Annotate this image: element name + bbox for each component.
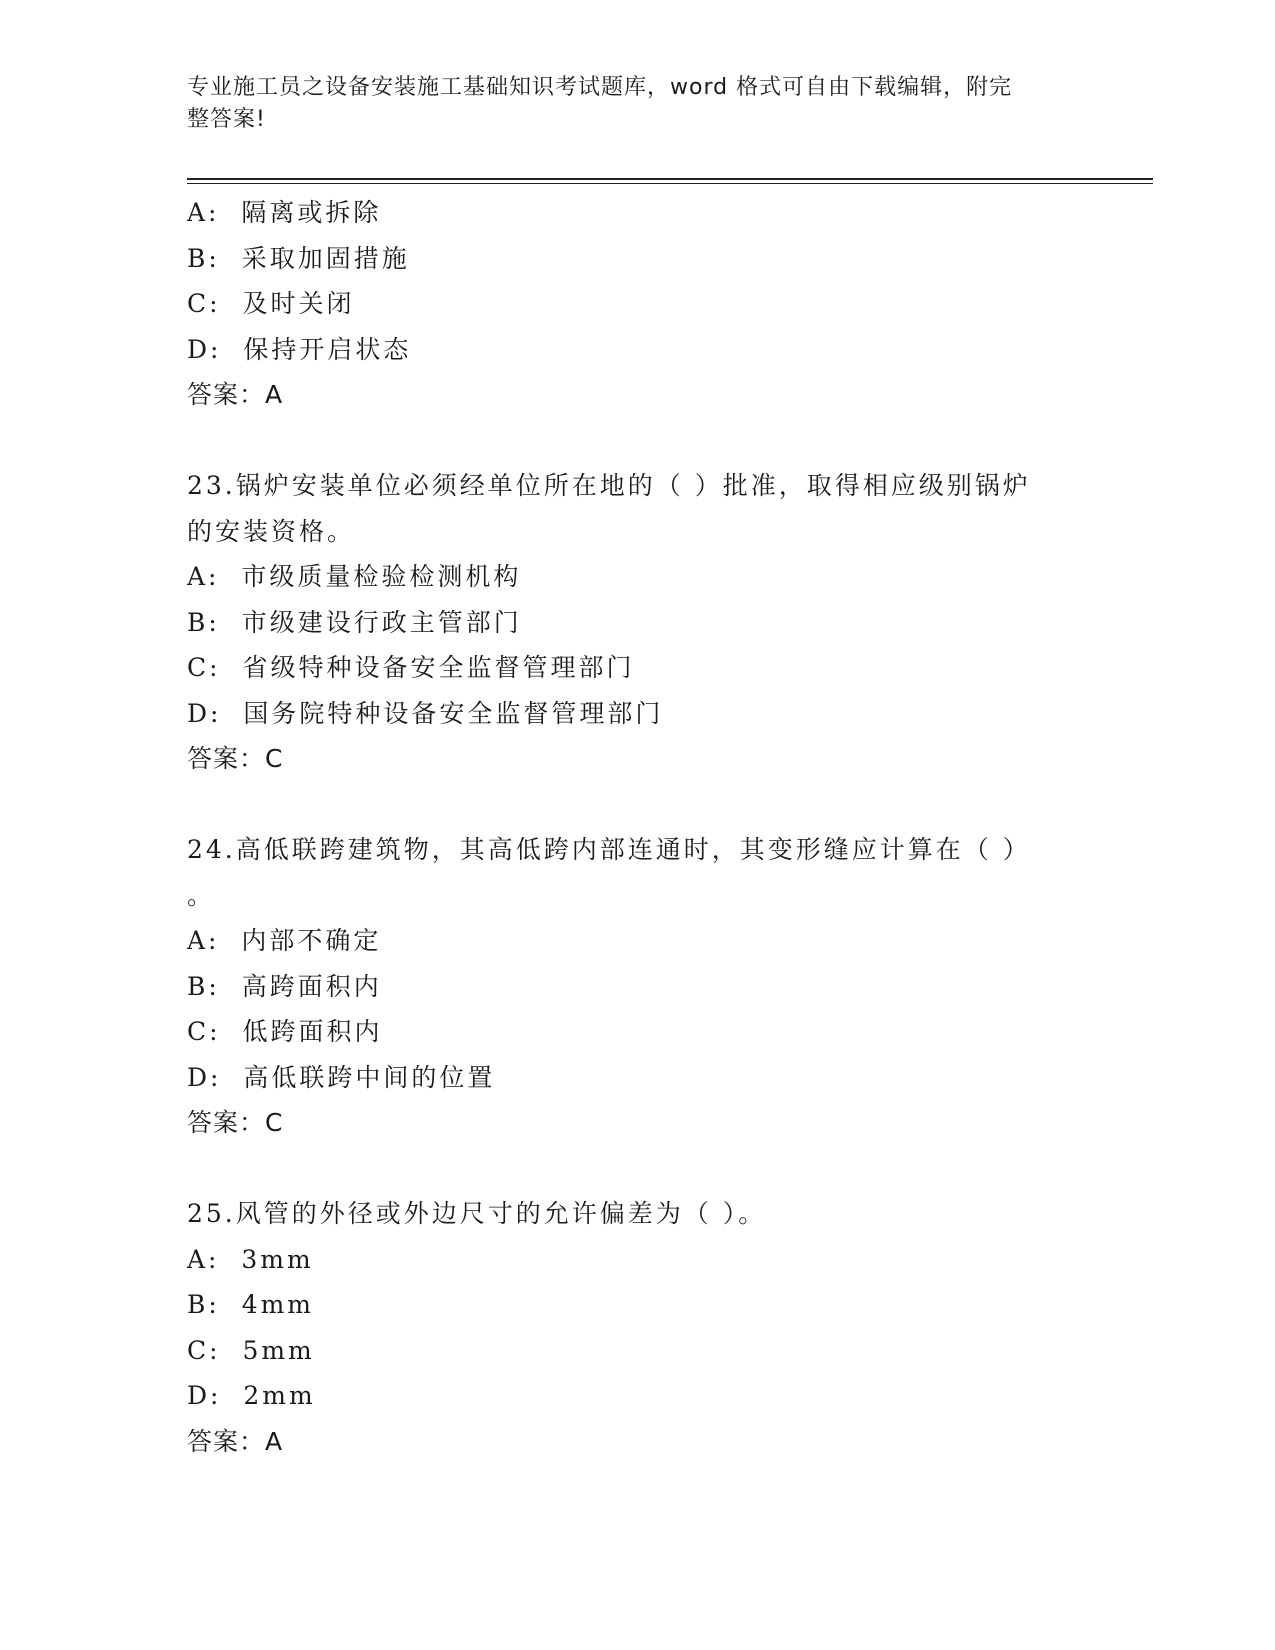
option-a: A: 隔离或拆除 bbox=[187, 198, 382, 227]
option-b: B: 市级建设行政主管部门 bbox=[187, 607, 522, 637]
answer: 答案：A bbox=[187, 1426, 284, 1456]
answer: 答案：C bbox=[187, 1108, 284, 1137]
option-a: A: 3mm bbox=[187, 1244, 314, 1274]
option-a: A: 内部不确定 bbox=[187, 926, 382, 955]
question-stem-line-1: 23.锅炉安装单位必须经单位所在地的（ ）批准，取得相应级别锅炉 bbox=[187, 471, 1031, 500]
option-c: C: 省级特种设备安全监督管理部门 bbox=[187, 653, 635, 682]
question-25 bbox=[187, 1191, 1087, 1464]
option-b: B: 4mm bbox=[187, 1290, 315, 1319]
question-24 bbox=[187, 827, 1087, 1146]
header-line-2: 整答案! bbox=[187, 107, 266, 132]
option-c: C: 及时关闭 bbox=[187, 289, 355, 318]
header-rule-thin bbox=[187, 183, 1153, 184]
option-b: B: 采取加固措施 bbox=[187, 243, 410, 273]
answer: 答案：A bbox=[187, 380, 284, 409]
question-stem-line-2: 。 bbox=[187, 880, 216, 910]
option-b: B: 高跨面积内 bbox=[187, 971, 382, 1001]
question-list bbox=[187, 190, 1087, 1464]
question-22 bbox=[187, 190, 1087, 418]
option-c: C: 低跨面积内 bbox=[187, 1017, 383, 1046]
option-d: D: 国务院特种设备安全监督管理部门 bbox=[187, 698, 664, 728]
option-c: C: 5mm bbox=[187, 1335, 315, 1365]
spacer bbox=[187, 1146, 1087, 1192]
spacer bbox=[187, 418, 1087, 464]
option-d: D: 保持开启状态 bbox=[187, 334, 412, 364]
header-line-1: 专业施工员之设备安装施工基础知识考试题库，word 格式可自由下载编辑，附完 bbox=[187, 75, 1013, 100]
option-d: D: 2mm bbox=[187, 1381, 316, 1410]
option-a: A: 市级质量检验检测机构 bbox=[187, 562, 522, 591]
question-stem-line-2: 的安装资格。 bbox=[187, 516, 356, 546]
option-d: D: 高低联跨中间的位置 bbox=[187, 1062, 496, 1092]
spacer bbox=[187, 782, 1087, 828]
answer: 答案：C bbox=[187, 744, 284, 773]
header-rule-thick bbox=[187, 178, 1153, 180]
document-header bbox=[187, 72, 1067, 136]
question-stem-line-1: 25.风管的外径或外边尺寸的允许偏差为（ ）。 bbox=[187, 1199, 767, 1228]
question-stem-line-1: 24.高低联跨建筑物，其高低跨内部连通时，其变形缝应计算在（ ） bbox=[187, 835, 1031, 864]
question-23 bbox=[187, 463, 1087, 782]
